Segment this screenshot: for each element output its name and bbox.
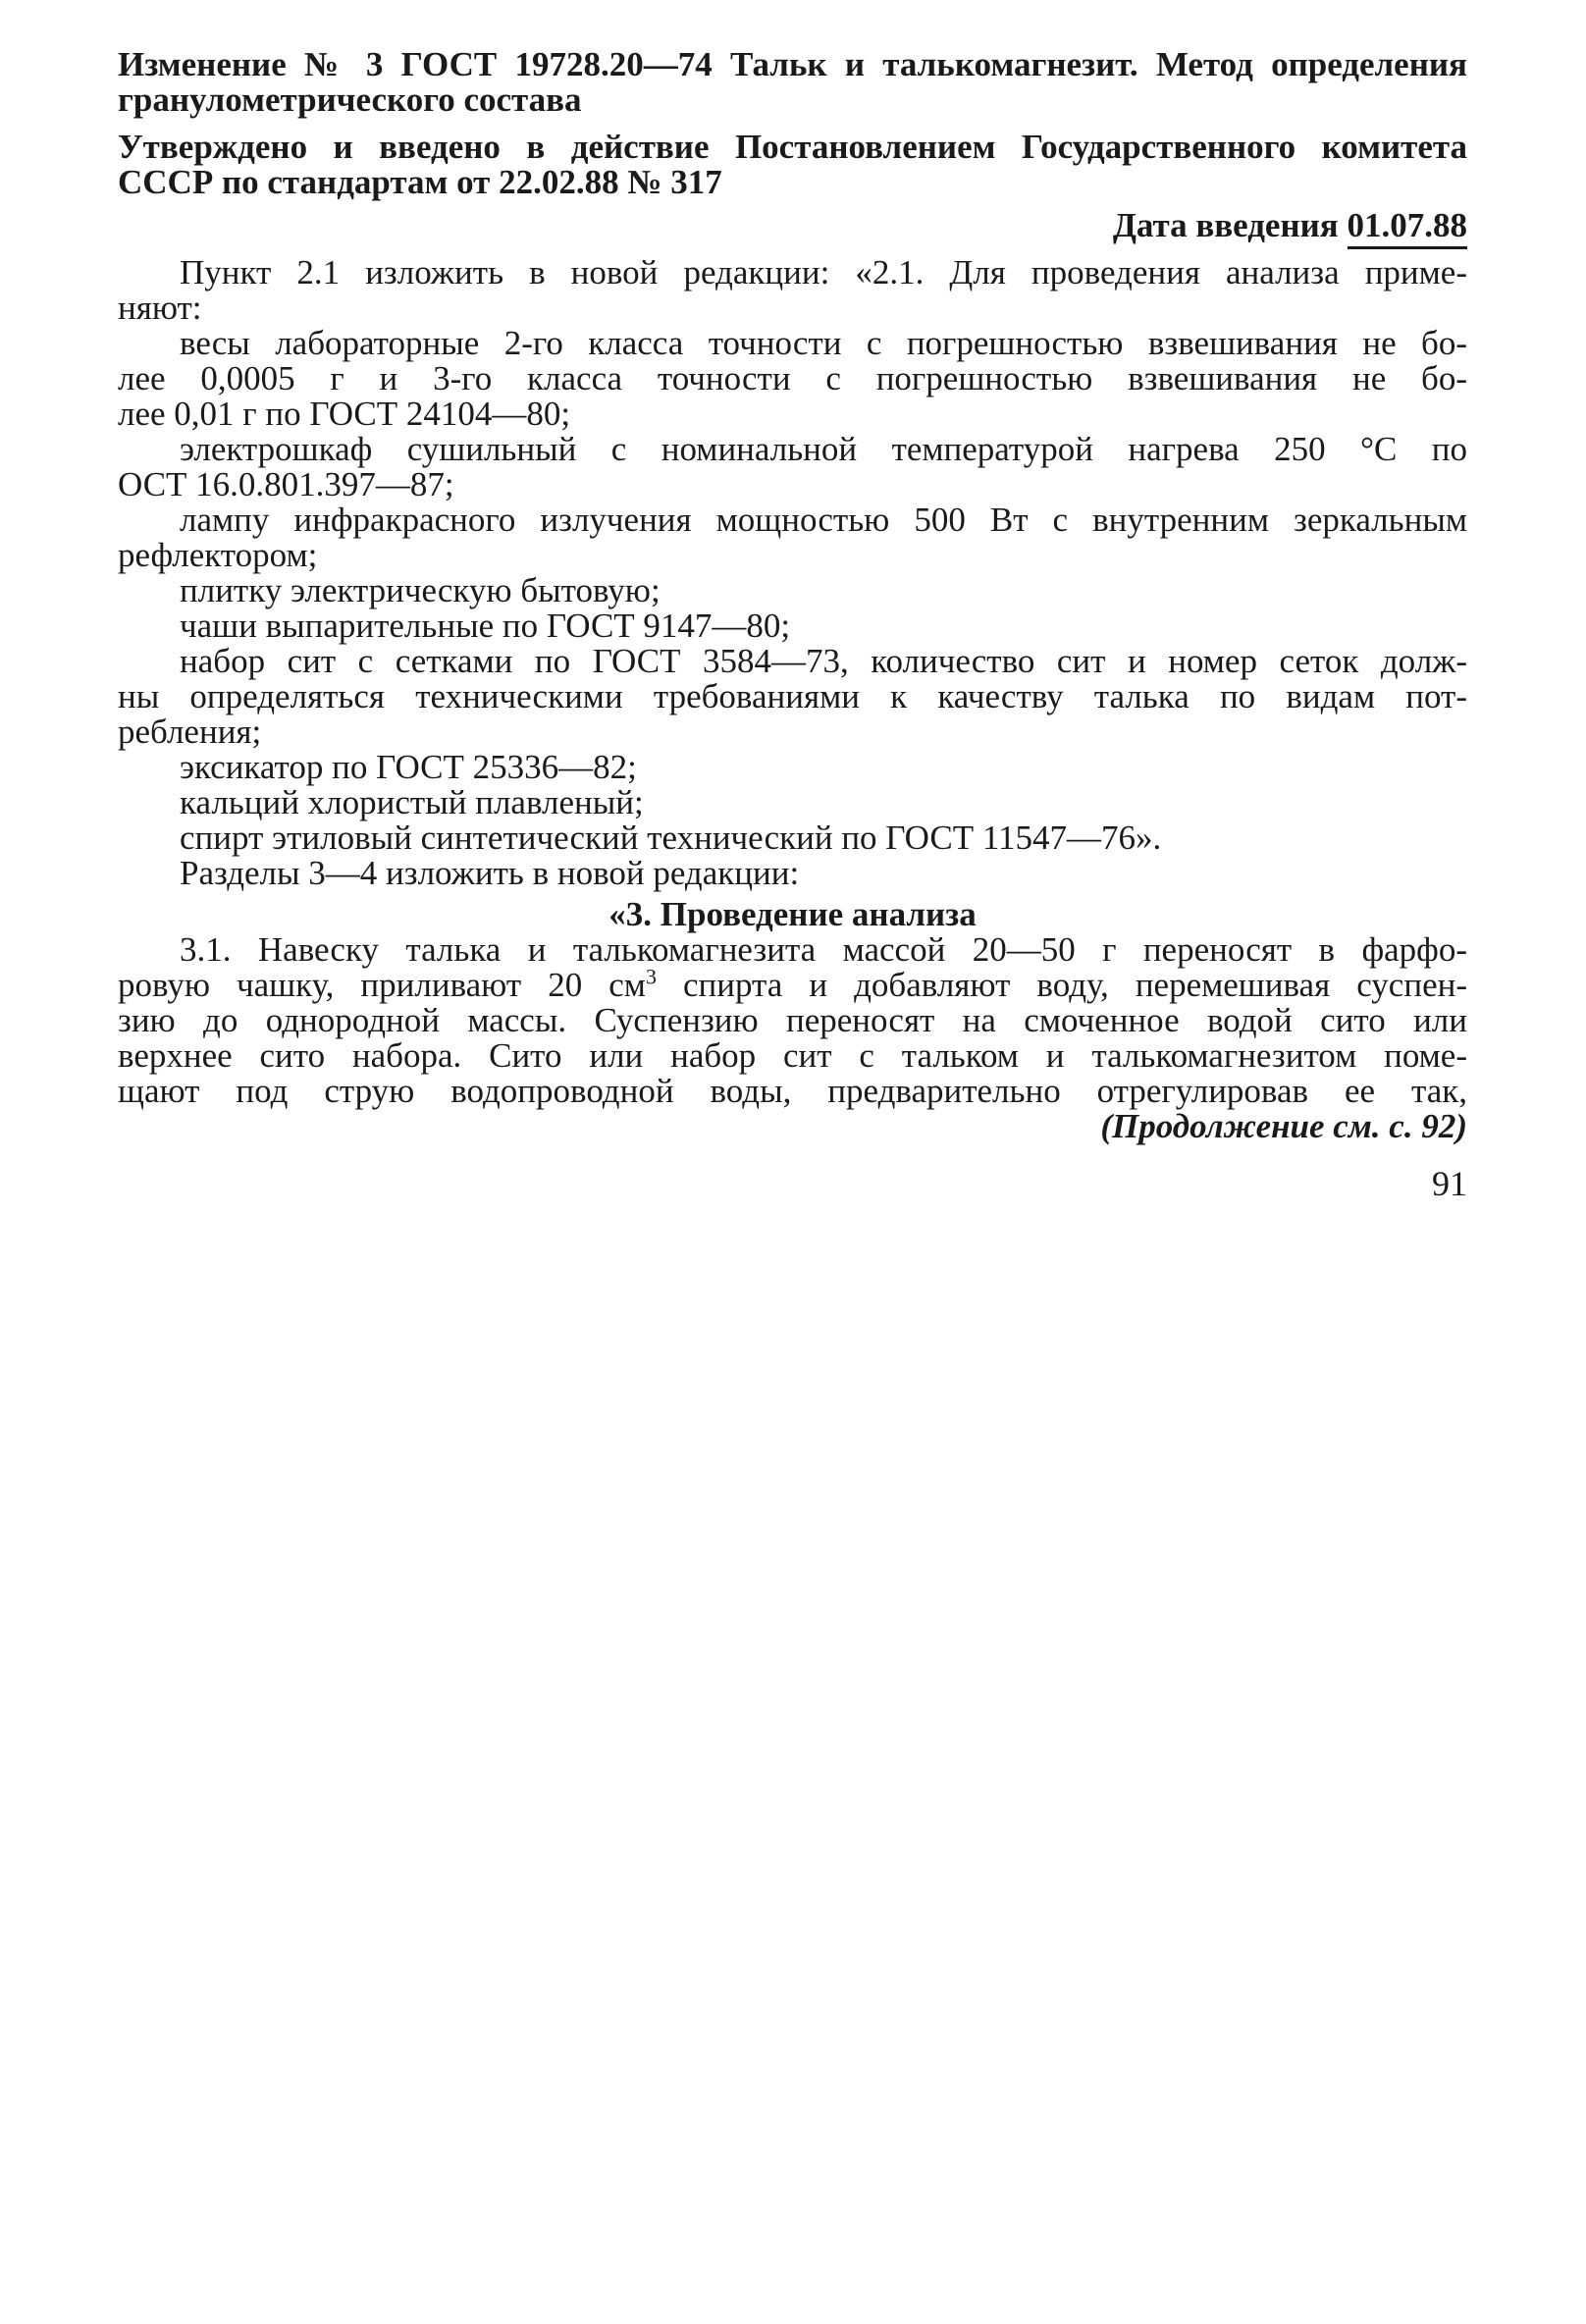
effective-date-value: 01.07.88 bbox=[1348, 206, 1468, 249]
effective-date-label: Дата введения bbox=[1112, 206, 1339, 244]
section-3-title: «3. Проведение анализа bbox=[608, 895, 977, 933]
lamp-line-2: рефлектором; bbox=[118, 536, 318, 574]
scales-line-1: весы лабораторные 2-го класса точности с погрешностью взвешивания не бо- bbox=[180, 324, 1467, 362]
paragraph-2-1-line-2: няют: bbox=[118, 289, 202, 327]
scales-line-2: лее 0,0005 г и 3-го класса точности с погрешностью взвешивания не бо- bbox=[118, 359, 1467, 397]
clause-3-1-line-1: 3.1. Навеску талька и талькомагнезита массой 20—50 г переносят в фарфо- bbox=[180, 930, 1467, 969]
scales-line-3: лее 0,01 г по ГОСТ 24104—80; bbox=[118, 395, 571, 433]
page-content bbox=[118, 47, 1467, 1201]
dishes-line: чаши выпарительные по ГОСТ 9147—80; bbox=[180, 607, 791, 645]
sieves-line-1: набор сит с сетками по ГОСТ 3584—73, количество сит и номер сеток долж- bbox=[180, 642, 1467, 680]
clause-3-1-line-2-part-a: ровую чашку, приливают 20 см bbox=[118, 966, 646, 1004]
oven-line-2: ОСТ 16.0.801.397—87; bbox=[118, 465, 454, 503]
amendment-title-line-1: Изменение № 3 ГОСТ 19728.20—74 Тальк и талькомагнезит. Метод определения bbox=[118, 45, 1467, 83]
paragraph-2-1-line-1: Пункт 2.1 изложить в новой редакции: «2.1. Для проведения анализа приме- bbox=[180, 253, 1467, 291]
clause-3-1-line-3: зию до однородной массы. Суспензию переносят на смоченное водой сито или bbox=[118, 1001, 1467, 1039]
oven-line-1: электрошкаф сушильный с номинальной температурой нагрева 250 °С по bbox=[180, 430, 1467, 468]
ethanol-line: спирт этиловый синтетический технический по ГОСТ 11547—76». bbox=[180, 819, 1162, 857]
approval-line-1: Утверждено и введено в действие Постановлением Государственного комитета bbox=[118, 128, 1467, 166]
approval-line-2: СССР по стандартам от 22.02.88 № 317 bbox=[118, 163, 722, 201]
clause-3-1-line-2 bbox=[118, 964, 1467, 1004]
sieves-line-3: ребления; bbox=[118, 713, 262, 751]
clause-3-1-line-5: щают под струю водопроводной воды, предварительно отрегулировав ее так, bbox=[118, 1072, 1467, 1110]
calcium-chloride-line: кальций хлористый плавленый; bbox=[180, 783, 644, 821]
clause-3-1-line-4: верхнее сито набора. Сито или набор сит с тальком и талькомагнезитом поме- bbox=[118, 1036, 1467, 1075]
sections-intro-line: Разделы 3—4 изложить в новой редакции: bbox=[180, 854, 800, 892]
sieves-line-2: ны определяться техническими требованиями к качеству талька по видам пот- bbox=[118, 677, 1467, 715]
amendment-title-line-2: гранулометрического состава bbox=[118, 80, 582, 119]
desiccator-line: эксикатор по ГОСТ 25336—82; bbox=[180, 748, 637, 786]
continuation-note: (Продолжение см. с. 92) bbox=[1100, 1107, 1467, 1145]
effective-date bbox=[118, 208, 1467, 243]
lamp-line-1: лампу инфракрасного излучения мощностью 500 Вт с внутренним зеркальным bbox=[180, 501, 1467, 539]
clause-3-1-line-2-part-b: спирта и добавляют воду, перемешивая суспен- bbox=[656, 966, 1467, 1004]
hotplate-line: плитку электрическую бытовую; bbox=[180, 571, 661, 609]
page-number: 91 bbox=[1432, 1164, 1467, 1203]
superscript-3: 3 bbox=[645, 964, 657, 989]
